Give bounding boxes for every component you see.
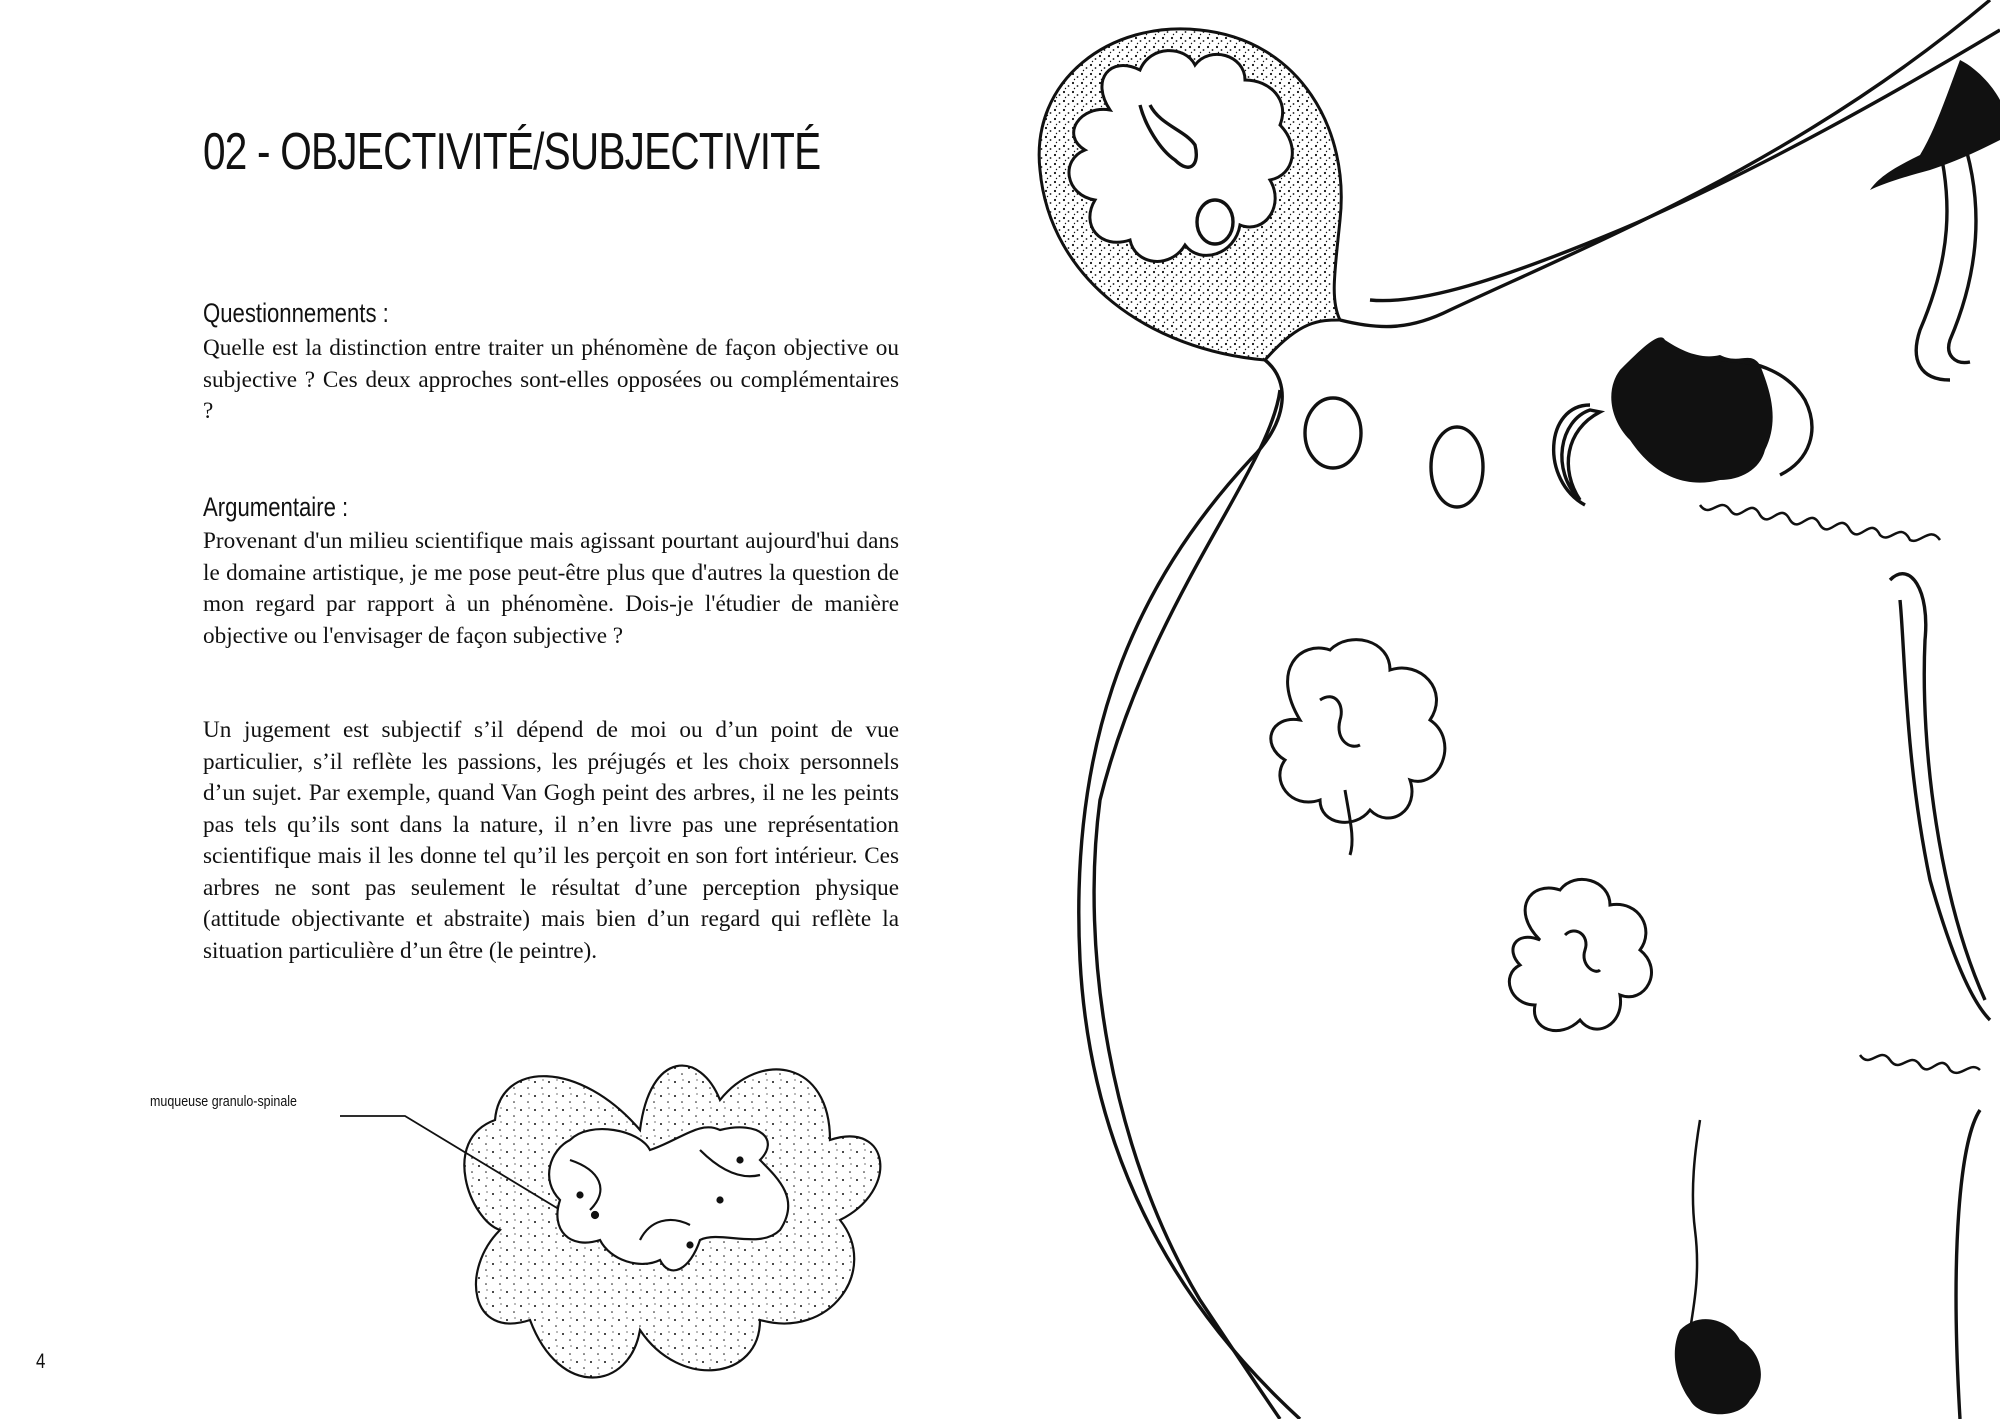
illustration-caption: muqueuse granulo-spinale	[150, 1094, 297, 1110]
flower-cell-small	[1509, 879, 1651, 1030]
crescent-cell	[1562, 410, 1600, 500]
page-number: 4	[36, 1350, 46, 1373]
argumentaire-paragraph-2: Un jugement est subjectif s’il dépend de moi ou d’un point de vue particulier, s’il reflète les passions, les préjugés et les choix personnels d’un sujet. Par exemple, quand Van Gogh peint des arbres, il ne les peints pas tels qu’ils sont dans la nature, il n’en livre pas une représentation scientifique mais il les donne tel qu’il les perçoit en son fort intérieur. Ces arbres ne sont pas seulement le résultat d’une perception physique (attitude objectivante et abstraite) mais bien d’un regard qui reflète la situation particulière d’un être (le peintre).	[203, 717, 899, 964]
argumentaire-heading: Argumentaire :	[203, 492, 349, 522]
black-blob-top	[1611, 337, 1772, 482]
scribble-marks	[1690, 505, 1980, 1330]
organism-drawing	[1039, 0, 2000, 1419]
page-title: 02 - OBJECTIVITÉ/SUBJECTIVITÉ	[203, 123, 821, 181]
questionnements-heading: Questionnements :	[203, 298, 389, 328]
flower-cell-drawing	[464, 1066, 880, 1378]
black-blob-bottom	[1675, 1319, 1761, 1414]
questionnements-text: Quelle est la distinction entre traiter un phénomène de façon objective ou subjective ? Ces deux approches sont-elles opposées ou complémentaires ?	[203, 335, 899, 424]
flower-cell-large	[1271, 640, 1445, 855]
argumentaire-paragraph-1: Provenant d'un milieu scientifique mais agissant pourtant aujourd'hui dans le domaine artistique, je me pose peut-être plus que d'autres la question de mon regard par rapport à un phénomène. Dois-je l'étudier de manière objective ou l'envisager de façon subjective ?	[203, 528, 899, 649]
